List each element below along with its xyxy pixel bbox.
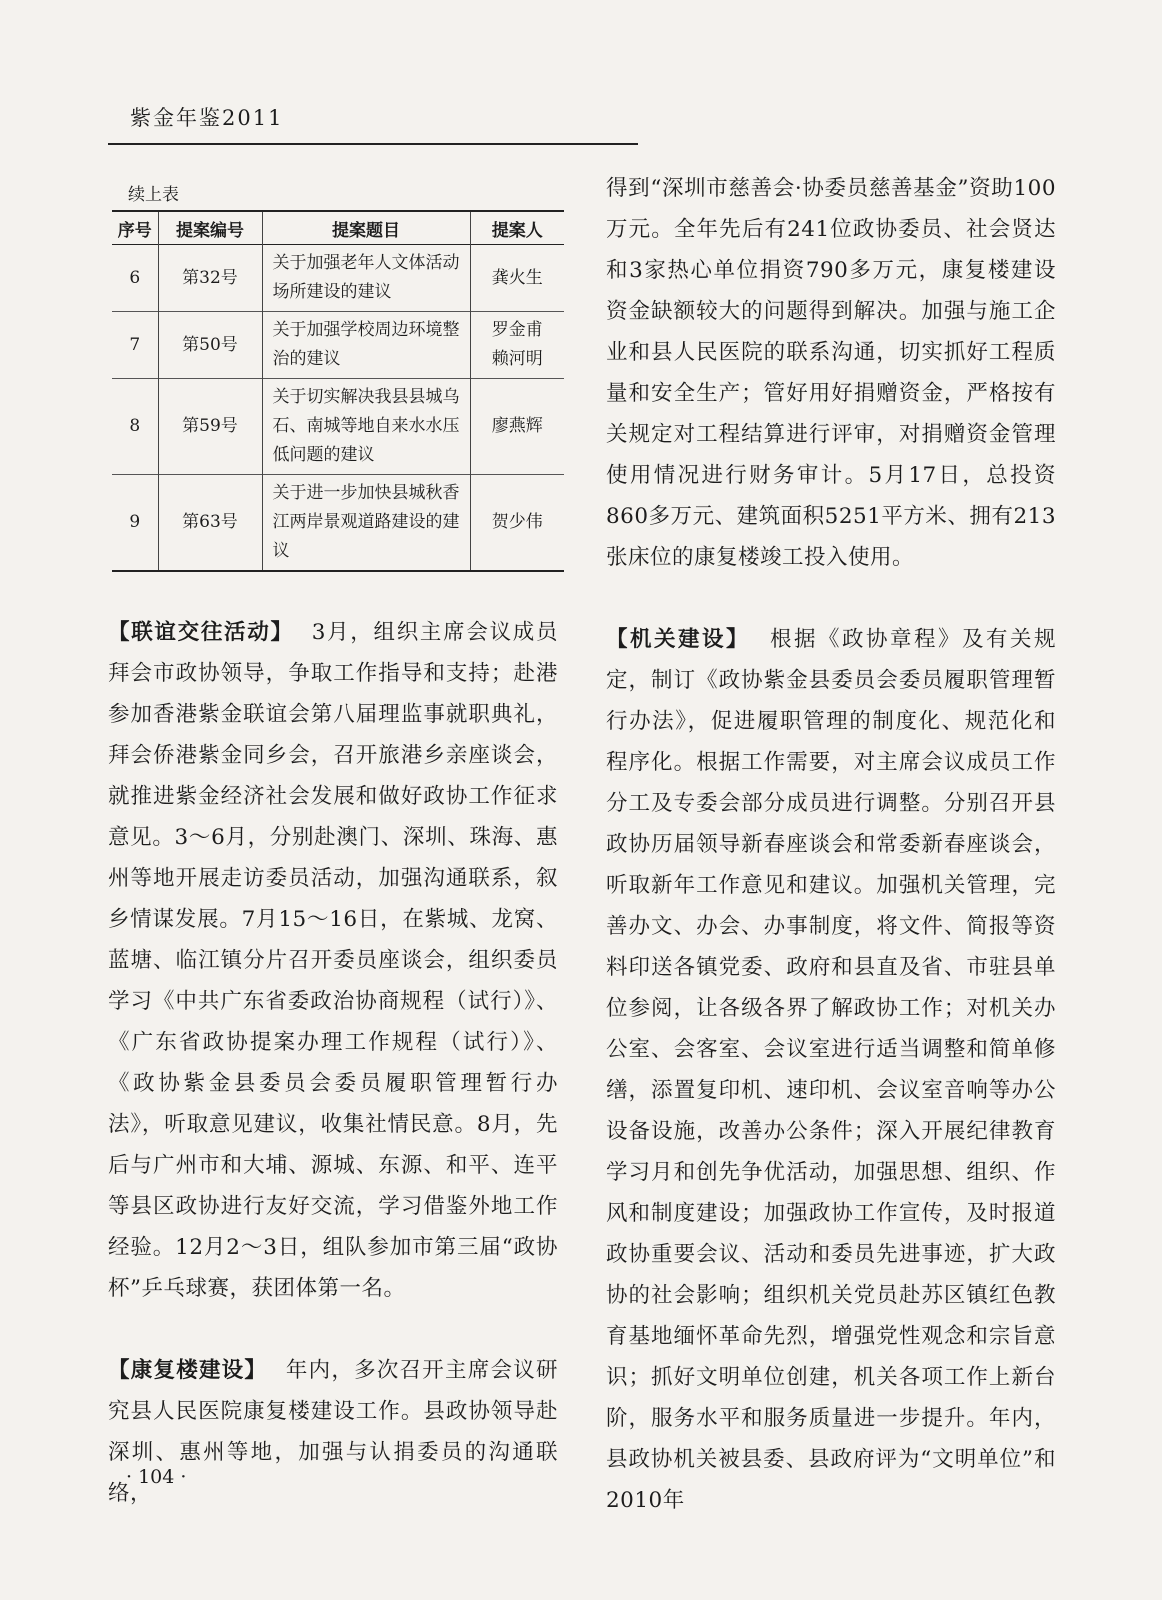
section-title-liaison: 【联谊交往活动】 [108,620,294,645]
proposal-table [112,210,564,572]
row-number: 9 [129,512,141,532]
row-topic: 关于加强老年人文体活动场所建设的建议 [262,245,470,312]
row-number: 7 [129,334,141,355]
row-proposer: 贺少伟 [470,475,564,572]
left-column [108,612,558,1514]
row-code: 第59号 [158,379,262,475]
column-header-topic: 提案题目 [262,211,470,245]
section-body-rehab: 年内，多次召开主席会议研究县人民医院康复楼建设工作。县政协领导赴深圳、惠州等地，加强与认捐委员的沟通联络， [108,1358,558,1506]
row-code: 第50号 [158,312,262,379]
table-caption: 续上表 [128,185,179,205]
column-header-proposer: 提案人 [470,211,564,245]
page-number: · 104 · [126,1466,187,1488]
section-body-liaison: 3月，组织主席会议成员拜会市政协领导，争取工作指导和支持；赴港参加香港紫金联谊会第八届理监事就职典礼，拜会侨港紫金同乡会，召开旅港乡亲座谈会，就推进紫金经济社会发展和做好政协工作征求意见。3～6月，分别赴澳门、深圳、珠海、惠州等地开展走访委员活动，加强沟通联系，叙乡情谋发展。7月15～16日，在紫城、龙窝、蓝塘、临江镇分片召开委员座谈会，组织委员学习《中共广东省委政治协商规程（试行）》、《广东省政协提案办理工作规程（试行）》、《政协紫金县委员会委员履职管理暂行办法》，听取意见建议，收集社情民意。8月，先后与广州市和大埔、源城、东源、和平、连平等县区政协进行友好交流，学习借鉴外地工作经验。12月2～3日，组队参加市第三届“政协杯”乒乓球赛，获团体第一名。 [108,620,558,1301]
row-number: 6 [129,267,141,288]
running-header: 紫金年鉴2011 [130,106,284,130]
row-code: 第32号 [158,245,262,312]
row-topic: 关于加强学校周边环境整治的建议 [262,312,470,379]
row-proposer: 龚火生 [470,245,564,312]
section-liaison [108,612,558,1309]
row-proposer: 廖燕辉 [470,379,564,475]
table-row [112,245,564,312]
section-organ [606,619,1056,1521]
column-header-number: 序号 [117,220,152,241]
table-row [112,475,564,572]
table-row [112,312,564,379]
table-header-row [112,211,564,245]
column-header-code: 提案编号 [158,211,262,245]
row-topic: 关于切实解决我县县城乌石、南城等地自来水水压低问题的建议 [262,379,470,475]
row-number: 8 [129,416,141,436]
section-rehab [108,1350,558,1514]
row-proposer: 罗金甫 赖河明 [470,312,564,379]
section-title-rehab: 【康复楼建设】 [108,1358,268,1383]
section-title-organ: 【机关建设】 [606,627,750,652]
table-row [112,379,564,475]
header-rule [108,143,638,145]
section-body-organ: 根据《政协章程》及有关规定，制订《政协紫金县委员会委员履职管理暂行办法》，促进履职管理的制度化、规范化和程序化。根据工作需要，对主席会议成员工作分工及专委会部分成员进行调整。分别召开县政协历届领导新春座谈会和常委新春座谈会，听取新年工作意见和建议。加强机关管理，完善办文、办会、办事制度，将文件、简报等资料印送各镇党委、政府和县直及省、市驻县单位参阅，让各级各界了解政协工作；对机关办公室、会客室、会议室进行适当调整和简单修缮，添置复印机、速印机、会议室音响等办公设备设施，改善办公条件；深入开展纪律教育学习月和创先争优活动，加强思想、组织、作风和制度建设；加强政协工作宣传，及时报道政协重要会议、活动和委员先进事迹，扩大政协的社会影响；组织机关党员赴苏区镇红色教育基地缅怀革命先烈，增强党性观念和宗旨意识；抓好文明单位创建，机关各项工作上新台阶，服务水平和服务质量进一步提升。年内，县政协机关被县委、县政府评为“文明单位”和2010年 [606,627,1056,1513]
row-topic: 关于进一步加快县城秋香江两岸景观道路建设的建议 [262,475,470,572]
row-code: 第63号 [158,475,262,572]
section-rehab-continued: 得到“深圳市慈善会·协委员慈善基金”资助100万元。全年先后有241位政协委员、社会贤达和3家热心单位捐资790多万元，康复楼建设资金缺额较大的问题得到解决。加强与施工企业和县人民医院的联系沟通，切实抓好工程质量和安全生产；管好用好捐赠资金，严格按有关规定对工程结算进行评审，对捐赠资金管理使用情况进行财务审计。5月17日，总投资860多万元、建筑面积5251平方米、拥有213张床位的康复楼竣工投入使用。 [606,176,1056,570]
right-column [606,168,1056,1521]
